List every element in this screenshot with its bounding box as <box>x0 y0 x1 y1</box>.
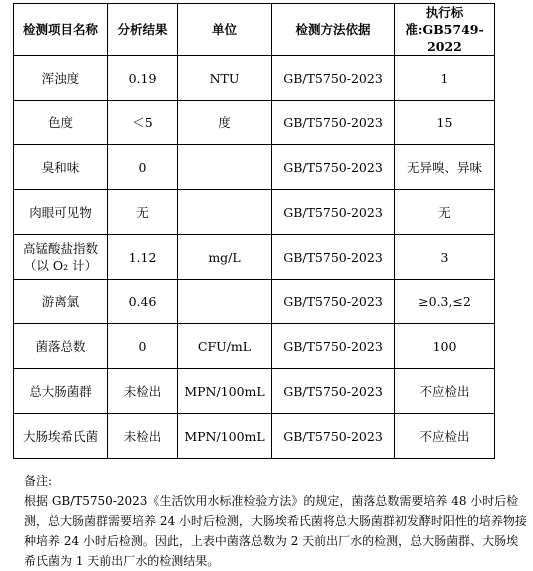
cell-method: GB/T5750-2023 <box>272 235 395 280</box>
cell-standard: 100 <box>395 324 495 369</box>
table-row <box>14 414 495 459</box>
table-row <box>14 101 495 145</box>
table-row <box>14 145 495 190</box>
cell-method: GB/T5750-2023 <box>272 324 395 369</box>
cell-result: 未检出 <box>108 414 178 459</box>
cell-item: 高锰酸盐指数（以 O₂ 计） <box>14 235 108 280</box>
note-section <box>24 471 529 571</box>
cell-standard: ≥0.3,≤2 <box>395 280 495 324</box>
cell-unit <box>178 145 272 190</box>
header-standard: 执行标准:GB5749-2022 <box>395 4 495 56</box>
cell-standard: 1 <box>395 56 495 101</box>
header-item: 检测项目名称 <box>14 4 108 56</box>
cell-method: GB/T5750-2023 <box>272 101 395 145</box>
header-unit: 单位 <box>178 4 272 56</box>
note-text: 根据 GB/T5750-2023《生活饮用水标准检验方法》的规定，菌落总数需要培养 48 小时后检测，总大肠菌群需要培养 24 小时后检测，大肠埃希氏菌将总大肠菌群初发酵时阳性的培养物接种培养 24 小时后检测。因此，上表中菌落总数为 2 天前出厂水的检测，总大肠菌群、大肠埃希氏菌为 1 天前出厂水的检测结果。 <box>24 494 527 568</box>
cell-method: GB/T5750-2023 <box>272 369 395 414</box>
table-row <box>14 280 495 324</box>
cell-standard: 无异嗅、异味 <box>395 145 495 190</box>
cell-result: ＜5 <box>108 101 178 145</box>
cell-item: 总大肠菌群 <box>14 369 108 414</box>
cell-result: 0.46 <box>108 280 178 324</box>
cell-method: GB/T5750-2023 <box>272 190 395 235</box>
table-header-row <box>14 4 495 56</box>
cell-result: 0.19 <box>108 56 178 101</box>
cell-result: 未检出 <box>108 369 178 414</box>
cell-unit: MPN/100mL <box>178 369 272 414</box>
cell-unit: NTU <box>178 56 272 101</box>
table-row <box>14 235 495 280</box>
cell-method: GB/T5750-2023 <box>272 280 395 324</box>
cell-method: GB/T5750-2023 <box>272 56 395 101</box>
cell-item: 游离氯 <box>14 280 108 324</box>
cell-item: 菌落总数 <box>14 324 108 369</box>
water-test-table <box>13 3 495 459</box>
cell-item: 大肠埃希氏菌 <box>14 414 108 459</box>
cell-method: GB/T5750-2023 <box>272 145 395 190</box>
cell-standard: 不应检出 <box>395 414 495 459</box>
cell-item: 色度 <box>14 101 108 145</box>
cell-result: 0 <box>108 324 178 369</box>
cell-standard: 不应检出 <box>395 369 495 414</box>
cell-item: 臭和味 <box>14 145 108 190</box>
cell-unit: MPN/100mL <box>178 414 272 459</box>
header-method: 检测方法依据 <box>272 4 395 56</box>
cell-standard: 无 <box>395 190 495 235</box>
cell-standard: 3 <box>395 235 495 280</box>
cell-unit <box>178 190 272 235</box>
cell-unit: mg/L <box>178 235 272 280</box>
cell-standard: 15 <box>395 101 495 145</box>
cell-result: 1.12 <box>108 235 178 280</box>
table-row <box>14 324 495 369</box>
cell-method: GB/T5750-2023 <box>272 414 395 459</box>
cell-result: 无 <box>108 190 178 235</box>
cell-unit: CFU/mL <box>178 324 272 369</box>
table-row <box>14 56 495 101</box>
cell-result: 0 <box>108 145 178 190</box>
table-row <box>14 190 495 235</box>
cell-unit <box>178 280 272 324</box>
cell-item: 肉眼可见物 <box>14 190 108 235</box>
cell-unit: 度 <box>178 101 272 145</box>
note-title: 备注: <box>24 474 53 488</box>
header-result: 分析结果 <box>108 4 178 56</box>
cell-item: 浑浊度 <box>14 56 108 101</box>
table-row <box>14 369 495 414</box>
